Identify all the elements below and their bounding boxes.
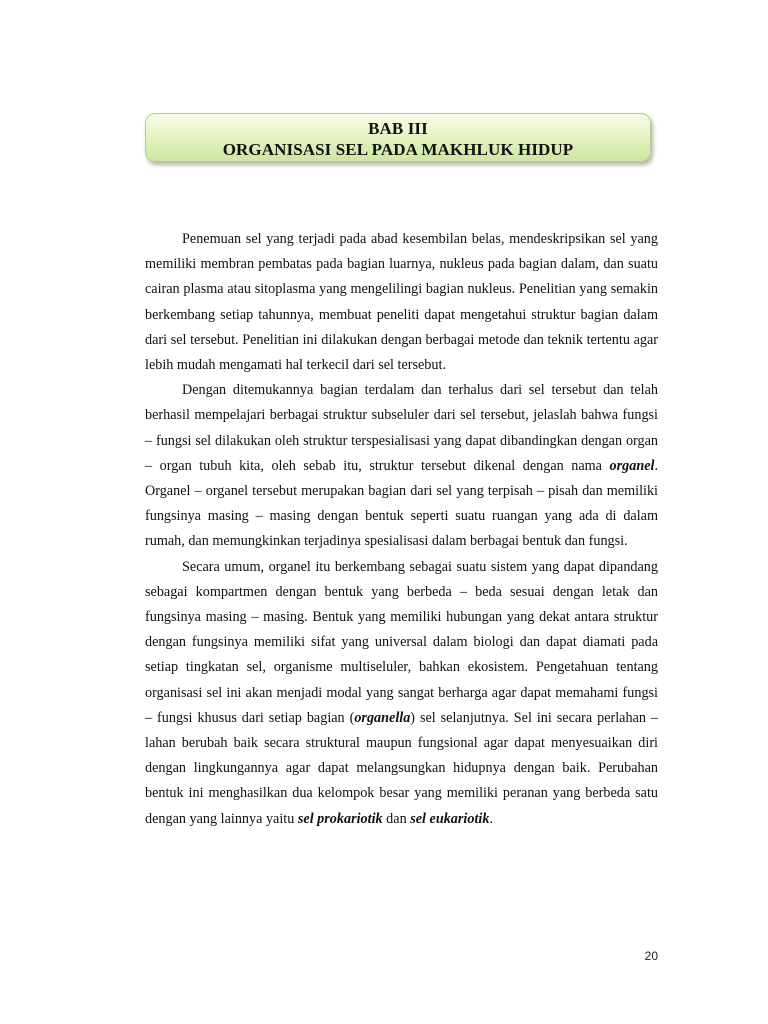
paragraph-2-text-a: Dengan ditemukannya bagian terdalam dan terhalus dari sel tersebut dan telah berhasil mempelajari berbagai struktur subseluler dari sel tersebut, jelaslah bahwa fungsi – fungsi sel dilakukan oleh struktur terspesialisasi yang dapat dibandingkan dengan organ – organ tubuh kita, oleh sebab itu, struktur tersebut dikenal dengan nama (145, 382, 658, 474)
paragraph-3-text-a: Secara umum, organel itu berkembang sebagai suatu sistem yang dapat dipandang sebagai kompartmen dengan bentuk yang berbeda – beda sesuai dengan letak dan fungsinya masing – masing. Bentuk yang memiliki hubungan yang dekat antara struktur dengan fungsinya memiliki sifat yang universal dalam biologi dan dapat diamati pada setiap tingkatan sel, organisme multiseluler, bahkan ekosistem. Pengetahuan tentang organisasi sel ini akan menjadi modal yang sangat berharga agar dapat memahami fungsi – fungsi khusus dari setiap bagian ( (145, 558, 658, 726)
paragraph-1 (145, 227, 658, 378)
paragraph-3-text-c: dan (382, 810, 411, 827)
term-organel: organel (609, 457, 655, 474)
chapter-label: BAB III (368, 119, 428, 138)
paragraph-3-text-d: . (489, 810, 493, 827)
page-number: 20 (644, 949, 658, 963)
term-sel-eukariotik: sel eukariotik (410, 810, 490, 827)
chapter-heading-box (145, 113, 651, 162)
paragraph-3 (145, 555, 658, 832)
body-text (145, 227, 658, 832)
term-sel-prokariotik: sel prokariotik (297, 810, 383, 827)
paragraph-2 (145, 378, 658, 554)
term-organella: organella (354, 709, 411, 726)
paragraph-2-text-b: . Organel – organel tersebut merupakan bagian dari sel yang terpisah – pisah dan memiliki fungsinya masing – masing dengan bentuk seperti suatu ruangan yang ada di dalam rumah, dan memungkinkan terjadinya spesialisasi dalam berbagai bentuk dan fungsi. (145, 457, 658, 550)
paragraph-3-text-b: ) sel selanjutnya. Sel ini secara perlahan – lahan berubah baik secara struktural maupun fungsional agar dapat menyesuaikan diri dengan lingkungannya agar dapat melangsungkan hidupnya dengan baik. Perubahan bentuk ini menghasilkan dua kelompok besar yang memiliki peranan yang berbeda satu dengan yang lainnya yaitu (145, 709, 659, 827)
paragraph-1-text: Penemuan sel yang terjadi pada abad kesembilan belas, mendeskripsikan sel yang memiliki membran pembatas pada bagian luarnya, nukleus pada bagian dalam, dan suatu cairan plasma atau sitoplasma yang mengelilingi bagian nukleus. Penelitian yang semakin berkembang setiap tahunnya, membuat peneliti dapat mengetahui struktur bagian dalam dari sel tersebut. Penelitian ini dilakukan dengan berbagai metode dan teknik tertentu agar lebih mudah mengamati hal terkecil dari sel tersebut. (145, 231, 658, 374)
chapter-title: ORGANISASI SEL PADA MAKHLUK HIDUP (222, 140, 574, 159)
